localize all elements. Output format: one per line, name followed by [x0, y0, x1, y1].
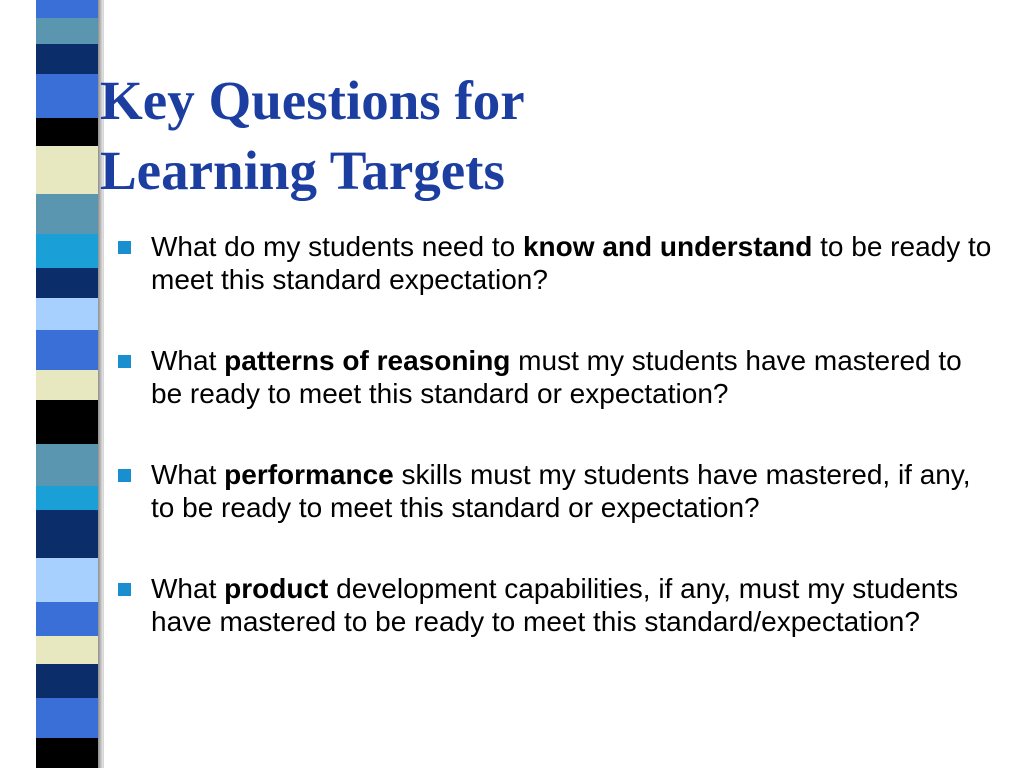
square-bullet-icon — [118, 469, 131, 482]
stripe — [36, 698, 98, 738]
stripe — [36, 268, 98, 298]
stripe — [36, 18, 98, 44]
bullet-item — [114, 458, 994, 524]
stripe — [36, 738, 98, 768]
bullet-list — [114, 230, 994, 638]
bullet-emphasis: patterns of reasoning — [224, 345, 511, 376]
bullet-emphasis: performance — [224, 459, 394, 490]
stripe — [36, 44, 98, 74]
stripe — [36, 330, 98, 370]
bullet-text — [151, 231, 991, 295]
slide-title — [100, 66, 525, 206]
stripe — [36, 486, 98, 510]
bullet-text-part: What — [151, 459, 225, 490]
bullet-text-part: skills must my students have mastered, if any, to be ready to meet this standard or expectation? — [151, 459, 971, 523]
bullet-text-part: What — [151, 345, 225, 376]
stripe — [36, 370, 98, 400]
bullet-text-part: to be ready to meet this standard expectation? — [151, 231, 992, 295]
bullet-text-part: What — [151, 573, 225, 604]
title-line: Key Questions for — [100, 70, 525, 131]
bullet-text-part: must my students have mastered to be ready to meet this standard or expectation? — [151, 345, 962, 409]
stripe — [36, 444, 98, 486]
square-bullet-icon — [118, 241, 131, 254]
bullet-item — [114, 344, 994, 410]
bullet-text-part: development capabilities, if any, must my students have mastered to be ready to meet this standard/expectation? — [151, 573, 959, 637]
title-line: Learning Targets — [100, 140, 505, 201]
bullet-item — [114, 572, 994, 638]
bullet-text — [151, 345, 962, 409]
stripe — [36, 636, 98, 664]
stripe — [36, 664, 98, 698]
bullet-emphasis: know and understand — [522, 231, 813, 262]
stripe — [36, 74, 98, 118]
stripe — [36, 400, 98, 444]
bullet-text — [151, 459, 971, 523]
stripe — [36, 194, 98, 234]
stripe — [36, 146, 98, 194]
stripe — [36, 118, 98, 146]
bullet-item — [114, 230, 994, 296]
square-bullet-icon — [118, 583, 131, 596]
decorative-stripe-band — [36, 0, 98, 768]
stripe — [36, 234, 98, 268]
stripe — [36, 510, 98, 558]
bullet-text-part: What do my students need to — [151, 231, 523, 262]
stripe — [36, 558, 98, 602]
bullet-emphasis: product — [224, 573, 329, 604]
stripe — [36, 0, 98, 18]
bullet-text — [151, 573, 958, 637]
stripe — [36, 602, 98, 636]
stripe — [36, 298, 98, 330]
square-bullet-icon — [118, 355, 131, 368]
